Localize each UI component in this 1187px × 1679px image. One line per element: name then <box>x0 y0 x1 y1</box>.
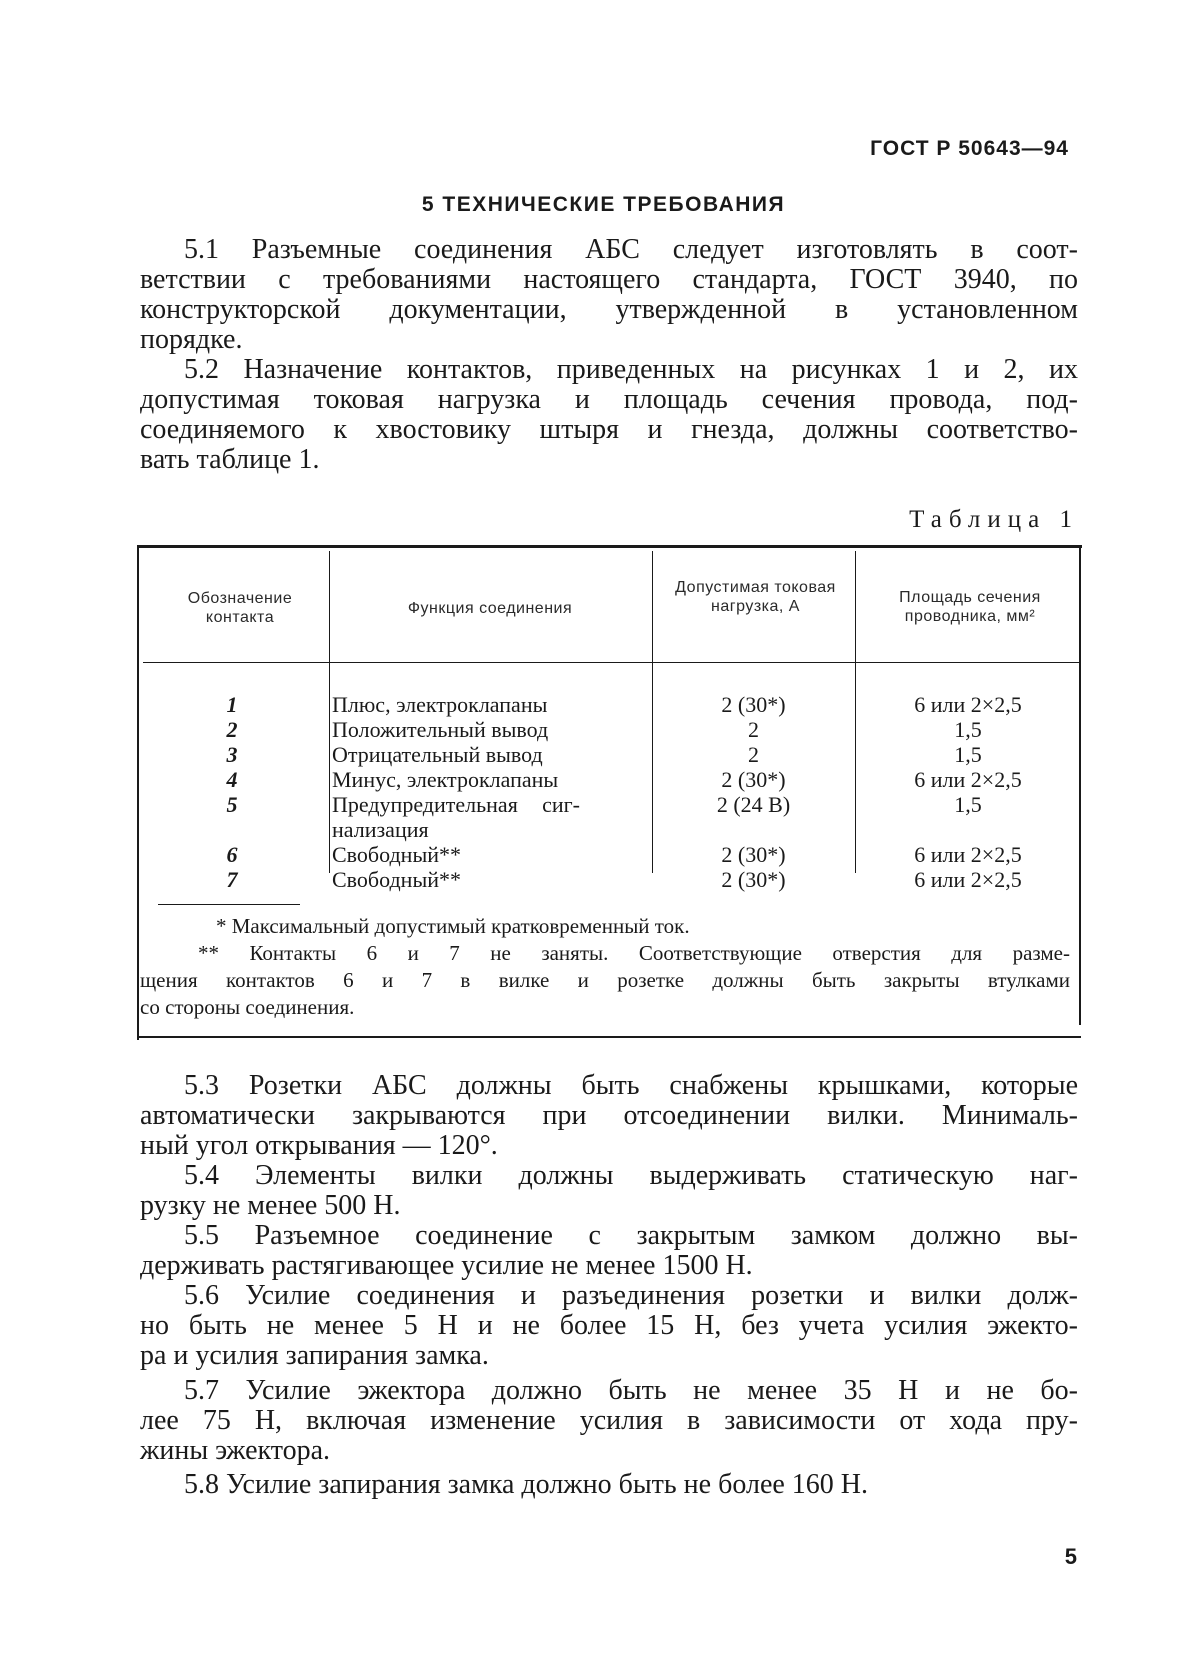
contact-number: 2 <box>226 717 238 742</box>
header-contact: Обозначение контакта <box>187 590 293 626</box>
area-value: 1,5 <box>954 717 982 742</box>
function-text: Свободный** <box>332 867 461 892</box>
table-top-rule <box>137 545 1082 548</box>
current-value: 2 (30*) <box>721 692 786 717</box>
current-value: 2 (24 В) <box>716 792 791 817</box>
contact-number: 1 <box>226 692 238 717</box>
paragraph-line: автоматически закрываются при отсоединении вилки. Минималь- <box>140 1100 1078 1131</box>
paragraph-5-5 <box>140 1221 1078 1281</box>
area-value: 1,5 <box>954 742 982 767</box>
paragraph-line: 5.6 Усилие соединения и разъединения розетки и вилки долж- <box>184 1280 1078 1311</box>
paragraph-line: 5.3 Розетки АБС должны быть снабжены крышками, которые <box>184 1070 1078 1101</box>
paragraph-line: жины эжектора. <box>140 1435 331 1466</box>
header-rule <box>143 662 1079 663</box>
paragraph-line: ра и усилия запирания замка. <box>140 1340 489 1371</box>
table-bottom-rule <box>139 1036 1081 1038</box>
column-divider <box>329 551 330 873</box>
paragraph-5-6 <box>140 1281 1078 1371</box>
area-value: 6 или 2×2,5 <box>914 767 1022 792</box>
current-value: 2 <box>748 717 759 742</box>
paragraph-line: соединяемого к хвостовику штыря и гнезда, должны соответство- <box>140 414 1078 445</box>
footnote-rule <box>158 904 300 905</box>
area-value: 6 или 2×2,5 <box>914 867 1022 892</box>
footnote: * Максимальный допустимый кратковременный ток. <box>216 914 690 938</box>
function-text: Предупредительная сиг- <box>332 792 580 817</box>
table-left-border <box>137 545 139 1040</box>
function-text: Положительный вывод <box>332 717 549 742</box>
area-value: 6 или 2×2,5 <box>914 692 1022 717</box>
function-text: Минус, электроклапаны <box>332 767 559 792</box>
header-current: Допустимая токовая нагрузка, А <box>675 579 836 615</box>
footnote: щения контактов 6 и 7 в вилке и розетке должны быть закрыты втулками <box>140 968 1070 992</box>
header-function: Функция соединения <box>407 600 573 617</box>
paragraph-line: ный угол открывания — 120°. <box>140 1130 498 1161</box>
current-value: 2 (30*) <box>721 867 786 892</box>
column-divider <box>652 551 653 873</box>
table-footnotes <box>140 913 1070 1021</box>
area-value: 1,5 <box>954 792 982 817</box>
table-right-border <box>1079 545 1081 1025</box>
current-value: 2 <box>748 742 759 767</box>
footnote: ** Контакты 6 и 7 не заняты. Соответствующие отверстия для разме- <box>198 941 1070 965</box>
paragraph-line: держивать растягивающее усилие не менее 1500 Н. <box>140 1250 753 1281</box>
paragraph-line: ветствии с требованиями настоящего стандарта, ГОСТ 3940, по <box>140 264 1078 295</box>
function-text: Плюс, электроклапаны <box>332 692 548 717</box>
section-title: 5 ТЕХНИЧЕСКИЕ ТРЕБОВАНИЯ <box>421 193 786 216</box>
area-value: 6 или 2×2,5 <box>914 842 1022 867</box>
footnote: со стороны соединения. <box>140 995 355 1019</box>
paragraph-5-4 <box>140 1161 1078 1221</box>
function-text: Отрицательный вывод <box>332 742 543 767</box>
current-value: 2 (30*) <box>721 842 786 867</box>
table-caption: Таблица 1 <box>909 506 1079 533</box>
paragraph-5-3 <box>140 1071 1078 1161</box>
paragraph-line: рузку не менее 500 Н. <box>140 1190 401 1221</box>
paragraph-5-2 <box>140 355 1078 475</box>
paragraph-line: 5.2 Назначение контактов, приведенных на рисунках 1 и 2, их <box>184 354 1078 385</box>
current-value: 2 (30*) <box>721 767 786 792</box>
contact-number: 3 <box>226 742 238 767</box>
paragraph-line: вать таблице 1. <box>140 444 320 475</box>
column-divider <box>855 551 856 873</box>
paragraph-line: 5.5 Разъемное соединение с закрытым замком должно вы- <box>184 1220 1078 1251</box>
paragraph-5-8 <box>140 1470 1078 1500</box>
paragraph-line: 5.8 Усилие запирания замка должно быть не более 160 Н. <box>184 1469 869 1500</box>
contact-number: 7 <box>226 867 238 892</box>
paragraph-5-1 <box>140 235 1078 355</box>
paragraph-line: конструкторской документации, утвержденной в установленном <box>140 294 1078 325</box>
paragraph-5-7 <box>140 1376 1078 1466</box>
paragraph-line: лее 75 Н, включая изменение усилия в зависимости от хода пру- <box>140 1405 1078 1436</box>
contact-number: 4 <box>226 767 238 792</box>
paragraph-line: 5.1 Разъемные соединения АБС следует изготовлять в соот- <box>184 234 1078 265</box>
function-text: нализация <box>332 817 429 842</box>
header-area: Площадь сечения проводника, мм² <box>899 589 1041 625</box>
contact-number: 5 <box>226 792 238 817</box>
paragraph-line: порядке. <box>140 324 243 355</box>
contact-number: 6 <box>226 842 238 867</box>
paragraph-line: 5.7 Усилие эжектора должно быть не менее 35 Н и не бо- <box>184 1375 1078 1406</box>
document-id: ГОСТ Р 50643—94 <box>870 137 1069 160</box>
page-number: 5 <box>1064 1544 1077 1569</box>
paragraph-line: допустимая токовая нагрузка и площадь сечения провода, под- <box>140 384 1078 415</box>
paragraph-line: но быть не менее 5 Н и не более 15 Н, без учета усилия эжекто- <box>140 1310 1078 1341</box>
paragraph-line: 5.4 Элементы вилки должны выдерживать статическую наг- <box>184 1160 1078 1191</box>
function-text: Свободный** <box>332 842 461 867</box>
